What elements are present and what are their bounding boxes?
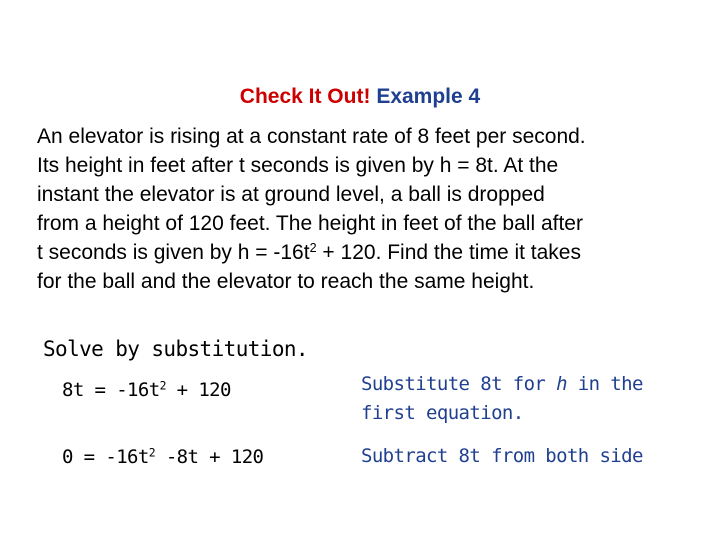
- step-1-note-after: in the: [566, 373, 643, 395]
- problem-line-5-exponent: 2: [309, 241, 317, 256]
- step-2-exponent: 2: [148, 445, 155, 460]
- step-1-note-before: Substitute 8t for: [361, 373, 557, 395]
- title-check-it-out: Check It Out!: [239, 85, 371, 108]
- problem-statement: [37, 122, 697, 296]
- step-2-note-line-1: Subtract 8t from both side: [361, 445, 643, 467]
- problem-line-4: from a height of 120 feet. The height in feet of the ball after: [37, 212, 583, 235]
- step-1-equation-before: 8t = -16t: [62, 379, 160, 401]
- step-1-exponent: 2: [159, 378, 166, 393]
- step-2-note: [361, 442, 643, 471]
- step-1-note-variable: h: [556, 373, 567, 395]
- step-1-note: [361, 370, 643, 428]
- step-1-note-line-2: first equation.: [361, 402, 524, 424]
- step-2-equation-after: -8t + 120: [154, 446, 264, 468]
- problem-line-6: for the ball and the elevator to reach the same height.: [37, 270, 535, 293]
- step-2-equation-before: 0 = -16t: [62, 446, 149, 468]
- problem-line-3: instant the elevator is at ground level, a ball is dropped: [37, 183, 545, 206]
- problem-line-1: An elevator is rising at a constant rate of 8 feet per second.: [37, 125, 586, 148]
- step-1-equation: [62, 377, 231, 403]
- slide-title: [0, 84, 720, 110]
- step-1-equation-after: + 120: [165, 379, 231, 401]
- step-1-note-line-1: [361, 370, 643, 399]
- problem-line-5-before: t seconds is given by h = -16t: [37, 241, 310, 264]
- problem-line-5-after: + 120. Find the time it takes: [316, 241, 581, 264]
- problem-line-5: [37, 238, 697, 267]
- solve-heading: Solve by substitution.: [43, 337, 308, 361]
- step-2-equation: [62, 444, 263, 470]
- problem-line-2: Its height in feet after t seconds is given by h = 8t. At the: [37, 154, 559, 177]
- title-example-number: Example 4: [376, 85, 481, 108]
